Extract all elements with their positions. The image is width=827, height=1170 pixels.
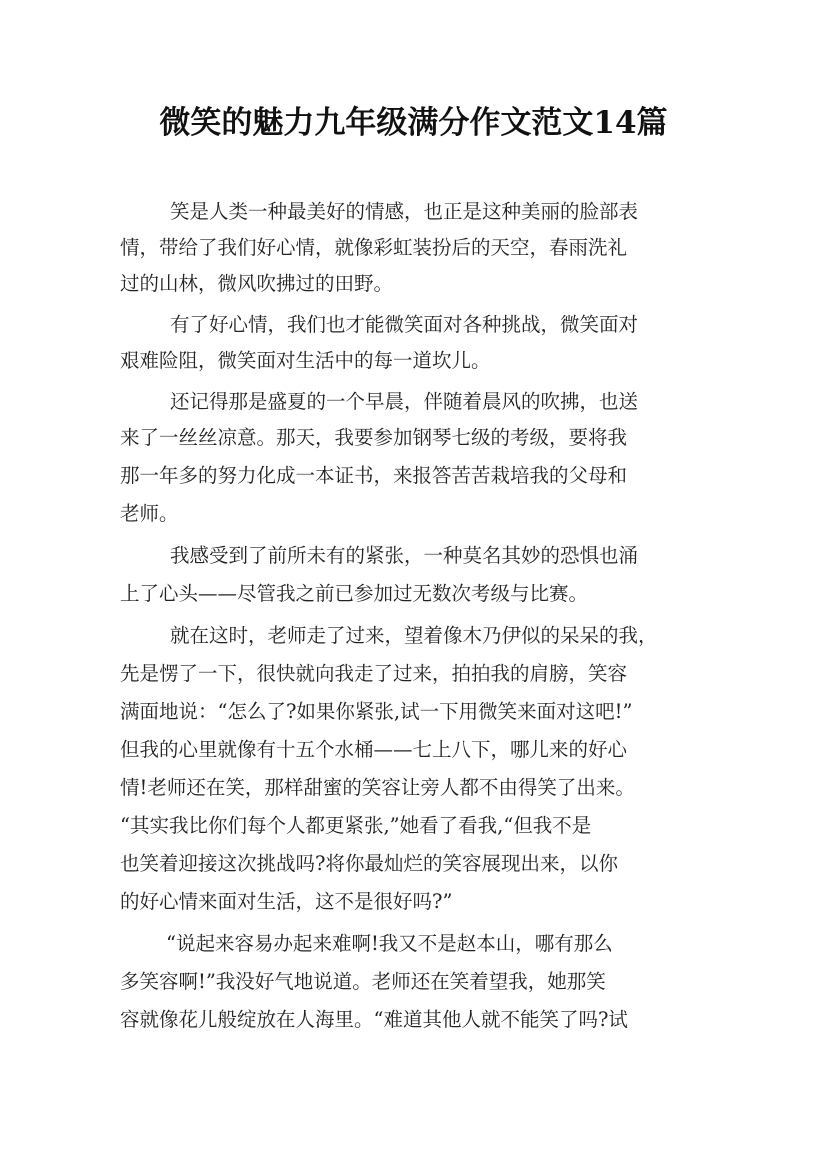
- paragraph-line: 过的山林，微风吹拂过的田野。: [120, 272, 394, 295]
- paragraph-line: 就在这时，老师走了过来，望着像木乃伊似的呆呆的我，: [170, 624, 658, 647]
- paragraph-line: 多笑容啊!”我没好气地说道。老师还在笑着望我，她那笑: [120, 970, 606, 993]
- paragraph-line: “说起来容易办起来难啊!我又不是赵本山，哪有那么: [166, 932, 613, 955]
- paragraph-line: 来了一丝丝凉意。那天，我要参加钢琴七级的考级，要将我: [120, 426, 628, 449]
- paragraph-line: 但我的心里就像有十五个水桶——七上八下，哪儿来的好心: [120, 738, 628, 761]
- paragraph-line: 先是愣了一下，很快就向我走了过来，拍拍我的肩膀，笑容: [120, 662, 628, 685]
- page-title: 微笑的魅力九年级满分作文范文14篇: [159, 105, 668, 141]
- paragraph-line: 情!老师还在笑，那样甜蜜的笑容让旁人都不由得笑了出来。: [120, 776, 635, 799]
- paragraph-line: 上了心头——尽管我之前已参加过无数次考级与比赛。: [120, 582, 589, 605]
- paragraph-line: 容就像花儿般绽放在人海里。“难道其他人就不能笑了吗?试: [120, 1008, 628, 1031]
- paragraph-line: 的好心情来面对生活，这不是很好吗?”: [120, 890, 453, 913]
- paragraph-line: 也笑着迎接这次挑战吗?将你最灿烂的笑容展现出来，以你: [120, 852, 618, 875]
- paragraph-line: 我感受到了前所未有的紧张，一种莫名其妙的恐惧也涌: [170, 544, 639, 567]
- paragraph-line: 那一年多的努力化成一本证书，来报答苦苦栽培我的父母和: [120, 464, 628, 487]
- paragraph-line: 笑是人类一种最美好的情感，也正是这种美丽的脸部表: [170, 200, 639, 223]
- paragraph-line: “其实我比你们每个人都更紧张,”她看了看我,“但我不是: [120, 814, 592, 837]
- paragraph-line: 满面地说：“怎么了?如果你紧张,试一下用微笑来面对这吧!”: [120, 700, 633, 723]
- paragraph-line: 还记得那是盛夏的一个早晨，伴随着晨风的吹拂，也送: [170, 390, 639, 413]
- paragraph-line: 情，带给了我们好心情，就像彩虹装扮后的天空，春雨洗礼: [120, 236, 628, 259]
- paragraph-line: 老师。: [120, 502, 179, 525]
- paragraph-line: 有了好心情，我们也才能微笑面对各种挑战，微笑面对: [170, 313, 639, 336]
- paragraph-line: 艰难险阻，微笑面对生活中的每一道坎儿。: [120, 349, 491, 372]
